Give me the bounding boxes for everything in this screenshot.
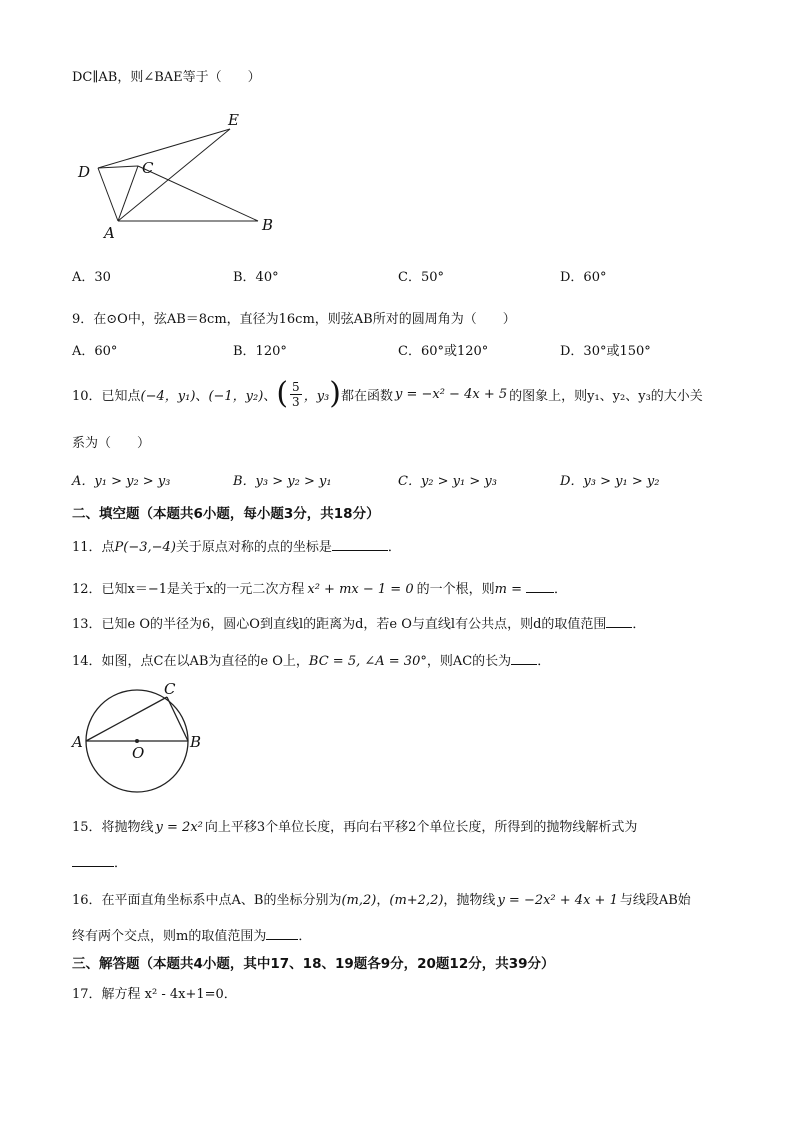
q16: 16．在平面直角坐标系中点A、B的坐标分别为(m,2)，(m+2,2)，抛物线 y = −2x² + 4x + 1 与线段AB始	[72, 893, 691, 908]
q10-option-c: C．y₂ > y₁ > y₃	[398, 474, 497, 489]
q10-option-b: B．y₃ > y₂ > y₁	[233, 474, 332, 489]
q12-answer-blank	[526, 580, 554, 593]
q8-option-c: C．50°	[398, 270, 444, 285]
q14-chord-bc	[167, 697, 188, 741]
q8-line-de	[98, 129, 230, 168]
q8-figure	[60, 100, 300, 250]
q11-point: P(−3,−4)	[114, 540, 176, 555]
q8-option-b: B．40°	[233, 270, 279, 285]
q15-line2: ．	[72, 852, 127, 871]
q9-option-d: D．30°或150°	[560, 344, 651, 359]
q10-point1: (−4，y₁)	[140, 388, 196, 404]
q14-chord-ac	[86, 697, 167, 741]
section-3-heading: 三、解答题（本题共4小题，其中17、18、19题各9分，20题12分，共39分）	[72, 956, 555, 972]
q14-label-o: O	[132, 744, 145, 762]
section-2-heading: 二、填空题（本题共6小题，每小题3分，共18分）	[72, 506, 380, 522]
q8-label-d: D	[78, 163, 91, 181]
q10-point3-rest: ，y₃	[303, 388, 330, 404]
q16-line2: 终有两个交点，则m的取值范围为 ．	[72, 929, 312, 944]
q13-answer-blank	[606, 615, 632, 628]
q14-label-a: A	[72, 733, 83, 751]
q16-parabola: y = −2x² + 4x + 1	[497, 893, 618, 908]
q8-label-b: B	[262, 216, 274, 234]
q13: 13．已知e O的半径为6，圆心O到直线l的距离为d，若e O与直线l有公共点，则d的取值范围 ．	[72, 617, 646, 632]
q8-stem: DC∥AB，则∠BAE等于（ ）	[72, 70, 261, 85]
q10-line2: 系为（ ）	[72, 436, 151, 451]
q10-frac-den: 3	[292, 394, 300, 409]
q8-label-a: A	[104, 224, 115, 242]
q9-stem: 9．在⊙O中，弦AB＝8cm，直径为16cm，则弦AB所对的圆周角为（ ）	[72, 312, 516, 327]
q8-option-a: A．30	[72, 270, 111, 285]
q17: 17．解方程 x² - 4x+1=0．	[72, 987, 237, 1002]
q15: 15．将抛物线 y = 2x² 向上平移3个单位长度，再向右平移2个单位长度，所得到的抛物线解析式为	[72, 820, 638, 835]
q15-parabola: y = 2x²	[155, 820, 203, 835]
q14-condition: BC = 5, ∠A = 30°	[308, 654, 427, 669]
q14-label-b: B	[190, 733, 202, 751]
q8-label-c: C	[142, 159, 154, 177]
q12-equation: x² + mx − 1 = 0	[307, 582, 414, 597]
q11-answer-blank	[332, 538, 388, 551]
q10-frac-num: 5	[292, 379, 300, 394]
q14-figure	[66, 680, 216, 800]
q8-line-cb	[138, 166, 258, 221]
q10-point2: (−1，y₂)	[208, 388, 264, 404]
q9-option-c: C．60°或120°	[398, 344, 489, 359]
q9-option-a: A．60°	[72, 344, 118, 359]
q9-option-b: B．120°	[233, 344, 287, 359]
q11: 11．点P(−3,−4)关于原点对称的点的坐标是 ．	[72, 540, 401, 555]
q8-label-e: E	[228, 111, 239, 129]
q10-sep2: 、	[263, 388, 277, 404]
q12: 12．已知x＝−1是关于x的一元二次方程 x² + mx − 1 = 0 的一个根，则m = ．	[72, 582, 567, 597]
q8-line-da	[98, 168, 118, 221]
q10-option-d: D．y₃ > y₁ > y₂	[560, 474, 660, 489]
q15-answer-blank	[72, 854, 114, 867]
q10-sep1: 、	[195, 388, 209, 404]
q8-option-d: D．60°	[560, 270, 607, 285]
q14-answer-blank	[511, 652, 537, 665]
q10-stem: 10．已知点 (−4，y₁) 、 (−1，y₂) 、 ( $\frac{5}{3}$ ，y₃ ) 都在函数 y = −x² − 4x + 5 的图象上，则y₁、y₂、y₃的大小关	[72, 376, 703, 411]
q10-mid: 都在函数	[340, 388, 393, 404]
q14-center-point	[135, 739, 139, 743]
q10-post: 的图象上，则y₁、y₂、y₃的大小关	[509, 388, 703, 404]
q10-pre: 10．已知点	[72, 388, 141, 404]
q16-answer-blank	[266, 927, 298, 940]
q14-label-c: C	[164, 680, 176, 698]
q10-option-a: A．y₁ > y₂ > y₃	[72, 474, 171, 489]
q10-fraction	[290, 380, 302, 409]
q10-function: y = −x² − 4x + 5	[394, 386, 508, 402]
q14: 14．如图，点C在以AB为直径的e O上，BC = 5, ∠A = 30°，则AC的长为 ．	[72, 654, 551, 669]
